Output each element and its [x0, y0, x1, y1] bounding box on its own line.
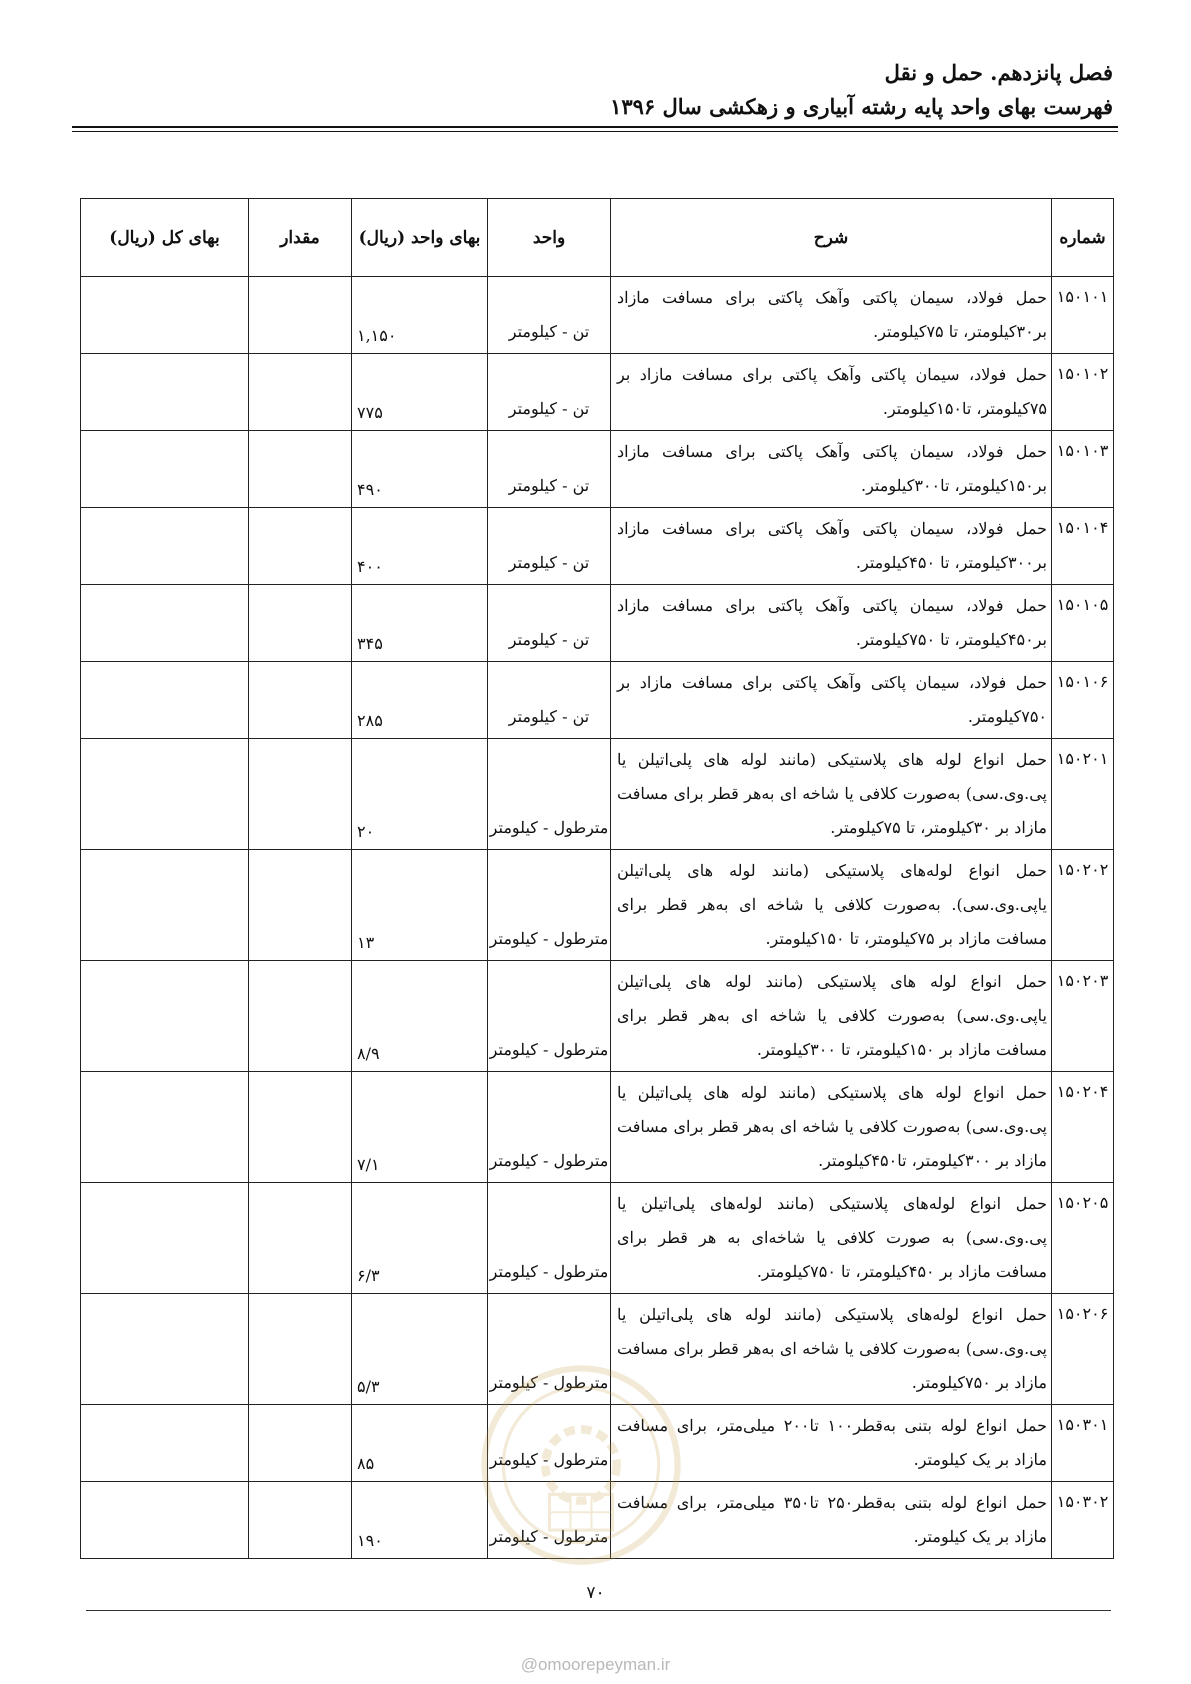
item-description: حمل انواع لوله های پلاستیکی (مانند لوله های پلی‌اتیلن یا پی.وی.سی) به‌صورت کلافی یا شاخه ای به‌هر قطر برای مسافت مازاد بر ۳۰کیلومتر، تا ۷۵کیلومتر. — [611, 739, 1052, 850]
item-code: ۱۵۰۲۰۴ — [1052, 1072, 1114, 1183]
item-description: حمل فولاد، سیمان پاکتی وآهک پاکتی برای مسافت مازاد بر۱۵۰کیلومتر، تا۳۰۰کیلومتر. — [611, 431, 1052, 508]
item-quantity — [249, 1405, 352, 1482]
item-quantity — [249, 1482, 352, 1559]
table-row — [81, 662, 1114, 739]
item-total-price — [81, 354, 249, 431]
table-row — [81, 431, 1114, 508]
item-code: ۱۵۰۱۰۲ — [1052, 354, 1114, 431]
col-header-unit: واحد — [488, 199, 611, 277]
item-code: ۱۵۰۱۰۶ — [1052, 662, 1114, 739]
item-total-price — [81, 1482, 249, 1559]
item-total-price — [81, 1183, 249, 1294]
item-total-price — [81, 585, 249, 662]
item-quantity — [249, 1294, 352, 1405]
item-description: حمل انواع لوله های پلاستیکی (مانند لوله های پلی‌اتیلن یا پی.وی.سی) به‌صورت کلافی یا شاخه ای به‌هر قطر برای مسافت مازاد بر ۳۰۰کیلومتر، تا۴۵۰کیلومتر. — [611, 1072, 1052, 1183]
item-total-price — [81, 431, 249, 508]
site-watermark-text: @omoorepeyman.ir — [520, 1655, 671, 1674]
price-table — [80, 198, 1114, 1559]
header-rule-thick — [72, 126, 1118, 128]
item-code: ۱۵۰۲۰۱ — [1052, 739, 1114, 850]
table-row — [81, 961, 1114, 1072]
item-total-price — [81, 277, 249, 354]
item-code: ۱۵۰۳۰۲ — [1052, 1482, 1114, 1559]
item-unit: مترطول - کیلومتر — [488, 739, 611, 850]
item-description: حمل انواع لوله های پلاستیکی (مانند لوله های پلی‌اتیلن یاپی.وی.سی) به‌صورت کلافی یا شاخه ای به‌هر قطر برای مسافت مازاد بر ۱۵۰کیلومتر، تا ۳۰۰کیلومتر. — [611, 961, 1052, 1072]
item-quantity — [249, 1072, 352, 1183]
item-unit-price: ۶/۳ — [352, 1183, 488, 1294]
page-header — [72, 58, 1113, 122]
item-unit-price: ۴۹۰ — [352, 431, 488, 508]
item-unit: مترطول - کیلومتر — [488, 961, 611, 1072]
item-total-price — [81, 739, 249, 850]
item-description: حمل انواع لوله بتنی به‌قطر۲۵۰ تا۳۵۰ میلی‌متر، برای مسافت مازاد بر یک کیلومتر. — [611, 1482, 1052, 1559]
table-header-row — [81, 199, 1114, 277]
item-unit-price: ۲۰ — [352, 739, 488, 850]
price-list-title: فهرست بهای واحد پایه رشته آبیاری و زهکشی سال ۱۳۹۶ — [610, 94, 1113, 119]
item-unit-price: ۵/۳ — [352, 1294, 488, 1405]
item-description: حمل انواع لوله‌های پلاستیکی (مانند لوله های پلی‌اتیلن یا پی.وی.سی) به‌صورت کلافی یا شاخه ای به‌هر قطر برای مسافت مازاد بر ۷۵۰کیلومتر. — [611, 1294, 1052, 1405]
item-unit: مترطول - کیلومتر — [488, 850, 611, 961]
item-total-price — [81, 961, 249, 1072]
chapter-title: فصل پانزدهم. حمل و نقل — [884, 60, 1113, 85]
item-code: ۱۵۰۱۰۴ — [1052, 508, 1114, 585]
item-description: حمل فولاد، سیمان پاکتی وآهک پاکتی برای مسافت مازاد بر۳۰۰کیلومتر، تا ۴۵۰کیلومتر. — [611, 508, 1052, 585]
item-description: حمل انواع لوله بتنی به‌قطر۱۰۰ تا۲۰۰ میلی‌متر، برای مسافت مازاد بر یک کیلومتر. — [611, 1405, 1052, 1482]
table-row — [81, 508, 1114, 585]
header-rule-thin — [72, 131, 1118, 132]
col-header-total-price: بهای کل (ریال) — [81, 199, 249, 277]
item-quantity — [249, 354, 352, 431]
item-unit-price: ۳۴۵ — [352, 585, 488, 662]
item-total-price — [81, 850, 249, 961]
table-row — [81, 739, 1114, 850]
table-row — [81, 1072, 1114, 1183]
table-row — [81, 585, 1114, 662]
item-total-price — [81, 1294, 249, 1405]
col-header-code: شماره — [1052, 199, 1114, 277]
item-unit-price: ۸۵ — [352, 1405, 488, 1482]
item-unit: مترطول - کیلومتر — [488, 1482, 611, 1559]
item-code: ۱۵۰۳۰۱ — [1052, 1405, 1114, 1482]
item-description: حمل فولاد، سیمان پاکتی وآهک پاکتی برای مسافت مازاد بر ۷۵کیلومتر، تا۱۵۰کیلومتر. — [611, 354, 1052, 431]
item-quantity — [249, 850, 352, 961]
item-unit-price: ۸/۹ — [352, 961, 488, 1072]
item-unit: مترطول - کیلومتر — [488, 1405, 611, 1482]
item-unit: تن - کیلومتر — [488, 354, 611, 431]
item-quantity — [249, 508, 352, 585]
table-row — [81, 1405, 1114, 1482]
table-row — [81, 277, 1114, 354]
item-code: ۱۵۰۲۰۲ — [1052, 850, 1114, 961]
item-unit-price: ۷۷۵ — [352, 354, 488, 431]
col-header-unit-price: بهای واحد (ریال) — [352, 199, 488, 277]
item-quantity — [249, 961, 352, 1072]
item-total-price — [81, 508, 249, 585]
col-header-quantity: مقدار — [249, 199, 352, 277]
item-quantity — [249, 431, 352, 508]
item-code: ۱۵۰۱۰۱ — [1052, 277, 1114, 354]
footer-rule — [86, 1610, 1111, 1611]
item-unit: مترطول - کیلومتر — [488, 1294, 611, 1405]
item-code: ۱۵۰۲۰۵ — [1052, 1183, 1114, 1294]
item-quantity — [249, 1183, 352, 1294]
item-unit: تن - کیلومتر — [488, 508, 611, 585]
item-unit-price: ۷/۱ — [352, 1072, 488, 1183]
table-row — [81, 1482, 1114, 1559]
item-total-price — [81, 1405, 249, 1482]
item-description: حمل انواع لوله‌های پلاستیکی (مانند لوله های پلی‌اتیلن یاپی.وی.سی). به‌صورت کلافی یا شاخه ای به‌هر قطر برای مسافت مازاد بر ۷۵کیلومتر، تا ۱۵۰کیلومتر. — [611, 850, 1052, 961]
item-unit-price: ۱,۱۵۰ — [352, 277, 488, 354]
item-unit-price: ۴۰۰ — [352, 508, 488, 585]
table-row — [81, 1183, 1114, 1294]
item-description: حمل فولاد، سیمان پاکتی وآهک پاکتی برای مسافت مازاد بر۳۰کیلومتر، تا ۷۵کیلومتر. — [611, 277, 1052, 354]
item-quantity — [249, 662, 352, 739]
table-row — [81, 354, 1114, 431]
item-quantity — [249, 277, 352, 354]
item-unit: تن - کیلومتر — [488, 585, 611, 662]
item-description: حمل فولاد، سیمان پاکتی وآهک پاکتی برای مسافت مازاد بر ۷۵۰کیلومتر. — [611, 662, 1052, 739]
item-unit: مترطول - کیلومتر — [488, 1183, 611, 1294]
item-unit: مترطول - کیلومتر — [488, 1072, 611, 1183]
item-total-price — [81, 662, 249, 739]
item-code: ۱۵۰۱۰۵ — [1052, 585, 1114, 662]
item-unit-price: ۱۹۰ — [352, 1482, 488, 1559]
item-unit-price: ۱۳ — [352, 850, 488, 961]
item-code: ۱۵۰۱۰۳ — [1052, 431, 1114, 508]
item-quantity — [249, 739, 352, 850]
item-code: ۱۵۰۲۰۳ — [1052, 961, 1114, 1072]
item-quantity — [249, 585, 352, 662]
table-row — [81, 1294, 1114, 1405]
item-description: حمل فولاد، سیمان پاکتی وآهک پاکتی برای مسافت مازاد بر۴۵۰کیلومتر، تا ۷۵۰کیلومتر. — [611, 585, 1052, 662]
table-row — [81, 850, 1114, 961]
item-unit-price: ۲۸۵ — [352, 662, 488, 739]
item-description: حمل انواع لوله‌های پلاستیکی (مانند لوله‌های پلی‌اتیلن یا پی.وی.سی) به صورت کلافی یا شاخه‌ای به هر قطر برای مسافت مازاد بر ۴۵۰کیلومتر، تا ۷۵۰کیلومتر. — [611, 1183, 1052, 1294]
item-unit: تن - کیلومتر — [488, 662, 611, 739]
page-number: ۷۰ — [586, 1583, 605, 1603]
item-code: ۱۵۰۲۰۶ — [1052, 1294, 1114, 1405]
item-unit: تن - کیلومتر — [488, 277, 611, 354]
col-header-description: شرح — [611, 199, 1052, 277]
item-total-price — [81, 1072, 249, 1183]
item-unit: تن - کیلومتر — [488, 431, 611, 508]
